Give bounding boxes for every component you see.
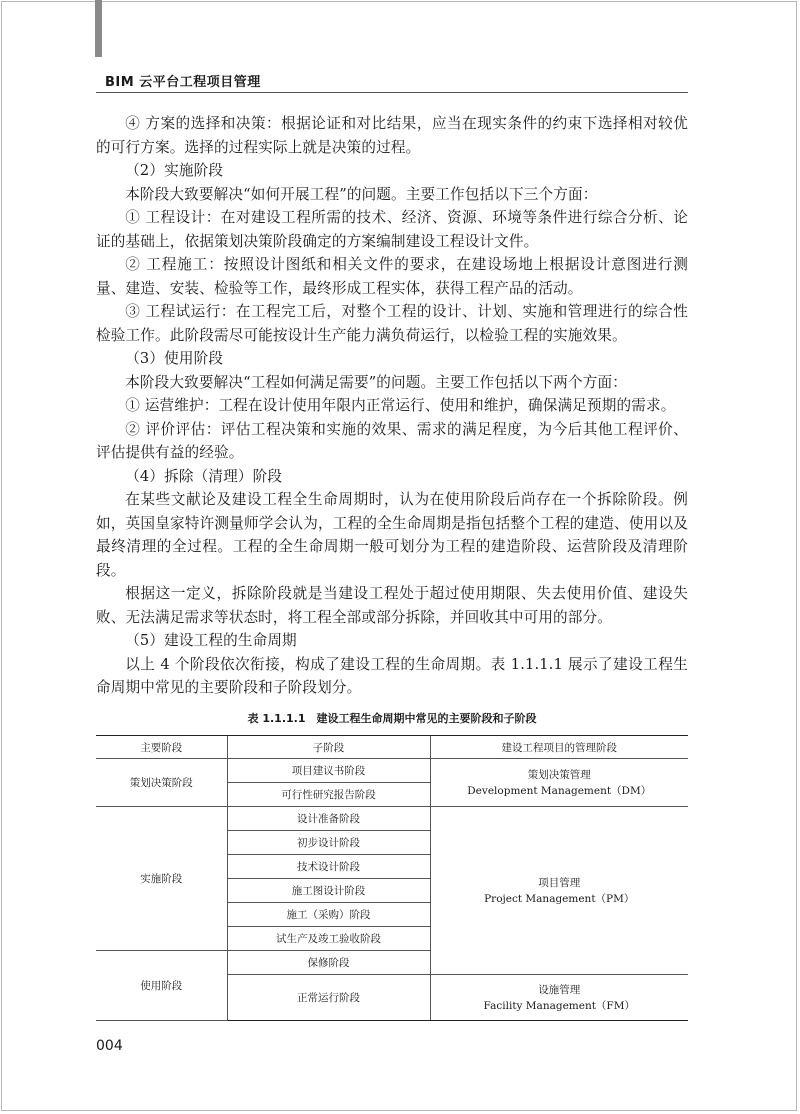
header-rule (96, 92, 688, 93)
section-heading: （3）使用阶段 (125, 350, 224, 367)
management-cell (430, 759, 688, 807)
lifecycle-stages-table (96, 735, 688, 1021)
section-heading: （5）建设工程的生命周期 (125, 632, 297, 649)
body-text (96, 112, 688, 700)
management-en: Facility Management（FM） (483, 999, 635, 1012)
management-cn: 设施管理 (538, 983, 581, 996)
management-cell (430, 975, 688, 1021)
sub-stage-cell: 保修阶段 (227, 951, 430, 975)
management-cn: 项目管理 (538, 876, 581, 889)
sub-stage-cell: 技术设计阶段 (227, 855, 430, 879)
section-heading: （2）实施阶段 (125, 162, 224, 179)
paragraph: 在某些文献论及建设工程全生命周期时，认为在使用阶段后尚存在一个拆除阶段。例如，英国皇家特许测量师学会认为，工程的全生命周期是指包括整个工程的建造、使用以及最终清理的全过程。工程的全生命周期一般可划分为工程的建造阶段、运营阶段及清理阶段。 (96, 491, 688, 579)
sub-stage-cell: 设计准备阶段 (227, 807, 430, 831)
paragraph: ② 工程施工：按照设计图纸和相关文件的要求，在建设场地上根据设计意图进行测量、建造、安装、检验等工作，最终形成工程实体，获得工程产品的活动。 (96, 256, 688, 297)
paragraph: 本阶段大致要解决“工程如何满足需要”的问题。主要工作包括以下两个方面： (125, 373, 627, 391)
paragraph: ③ 工程试运行：在工程完工后，对整个工程的设计、计划、实施和管理进行的综合性检验工作。此阶段需尽可能按设计生产能力满负荷运行，以检验工程的实施效果。 (96, 303, 688, 344)
running-header-title: BIM 云平台工程项目管理 (105, 75, 261, 90)
management-en: Project Management（PM） (484, 892, 635, 905)
paragraph: 本阶段大致要解决“如何开展工程”的问题。主要工作包括以下三个方面： (125, 185, 598, 203)
table-header-cell: 建设工程项目的管理阶段 (430, 736, 688, 759)
paragraph: 根据这一定义，拆除阶段就是当建设工程处于超过使用期限、失去使用价值、建设失败、无法满足需求等状态时，将工程全部或部分拆除，并回收其中可用的部分。 (96, 585, 688, 626)
paragraph: ① 工程设计：在对建设工程所需的技术、经济、资源、环境等条件进行综合分析、论证的基础上，依据策划决策阶段确定的方案编制建设工程设计文件。 (96, 209, 688, 250)
main-stage-cell: 策划决策阶段 (96, 759, 227, 807)
spine-bar (95, 0, 102, 57)
table-row (96, 807, 688, 831)
table-caption: 表 1.1.1.1 建设工程生命周期中常见的主要阶段和子阶段 (247, 712, 537, 725)
sub-stage-cell: 试生产及竣工验收阶段 (227, 927, 430, 951)
table-header-cell: 子阶段 (227, 736, 430, 759)
table-row (96, 759, 688, 783)
main-stage-cell: 使用阶段 (96, 951, 227, 1021)
paragraph: ② 评价评估：评估工程决策和实施的效果、需求的满足程度，为今后其他工程评价、评估提供有益的经验。 (96, 420, 688, 461)
paragraph: ④ 方案的选择和决策：根据论证和对比结果，应当在现实条件的约束下选择相对较优的可行方案。选择的过程实际上就是决策的过程。 (96, 115, 688, 156)
table-header-cell: 主要阶段 (96, 736, 227, 759)
management-cell (430, 807, 688, 975)
main-stage-cell: 实施阶段 (96, 807, 227, 951)
sub-stage-cell: 初步设计阶段 (227, 831, 430, 855)
paragraph: 以上 4 个阶段依次衔接，构成了建设工程的生命周期。表 1.1.1.1 展示了建设工程生命周期中常见的主要阶段和子阶段划分。 (96, 655, 688, 696)
sub-stage-cell: 可行性研究报告阶段 (227, 783, 430, 807)
management-cn: 策划决策管理 (527, 768, 591, 781)
page-number: 004 (96, 1038, 123, 1054)
sub-stage-cell: 项目建议书阶段 (227, 759, 430, 783)
paragraph: ① 运营维护：工程在设计使用年限内正常运行、使用和维护，确保满足预期的需求。 (125, 397, 676, 414)
section-heading: （4）拆除（清理）阶段 (125, 467, 283, 485)
sub-stage-cell: 施工（采购）阶段 (227, 903, 430, 927)
sub-stage-cell: 正常运行阶段 (227, 975, 430, 1021)
sub-stage-cell: 施工图设计阶段 (227, 879, 430, 903)
table-header-row (96, 736, 688, 759)
management-en: Development Management（DM） (467, 784, 652, 797)
